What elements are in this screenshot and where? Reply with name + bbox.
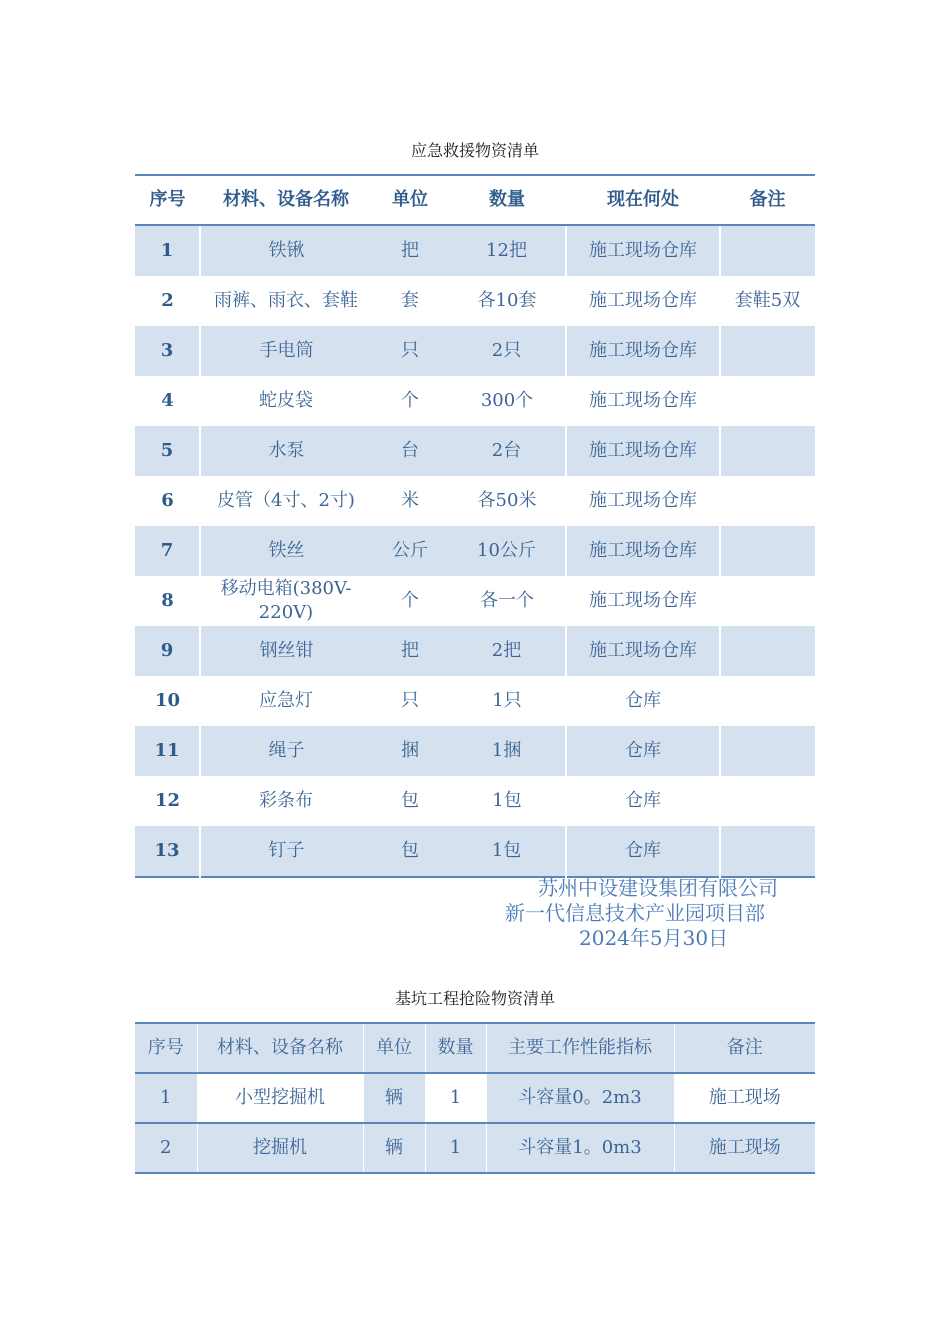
column-header: 数量	[425, 1023, 486, 1073]
quantity: 1包	[492, 790, 522, 811]
table-header-row	[135, 1023, 815, 1073]
quantity: 2把	[448, 626, 566, 676]
equipment-name: 小型挖掘机	[197, 1073, 363, 1123]
table-row	[135, 326, 815, 376]
remark	[720, 526, 815, 576]
column-header: 单位	[363, 1023, 425, 1073]
column-header: 现在何处	[566, 175, 720, 225]
unit: 台	[372, 426, 448, 476]
quantity: 各50米	[477, 490, 537, 511]
remark: 套鞋5双	[734, 290, 801, 311]
row-number: 4	[161, 390, 174, 411]
unit: 米	[401, 490, 419, 511]
unit: 捆	[372, 726, 448, 776]
quantity: 各一个	[480, 590, 534, 611]
location: 仓库	[625, 690, 661, 711]
table-row	[135, 1123, 815, 1173]
unit: 把	[372, 626, 448, 676]
item-name: 水泵	[200, 426, 372, 476]
item-name: 手电筒	[200, 326, 372, 376]
item-name: 应急灯	[259, 690, 313, 711]
column-header: 序号	[135, 175, 200, 225]
quantity: 1	[425, 1073, 486, 1123]
remark	[720, 826, 815, 877]
quantity: 2台	[448, 426, 566, 476]
table-row	[135, 626, 815, 676]
table-row	[135, 526, 815, 576]
unit: 包	[401, 790, 419, 811]
unit: 辆	[363, 1123, 425, 1173]
column-header: 数量	[448, 175, 566, 225]
table-row	[135, 1073, 815, 1123]
signature-date: 2024年5月30日	[579, 926, 729, 950]
remark	[720, 376, 815, 426]
table-row	[135, 426, 815, 476]
item-name: 彩条布	[259, 790, 313, 811]
unit: 套	[401, 290, 419, 311]
row-number: 10	[154, 690, 181, 711]
table-header-row	[135, 175, 815, 225]
unit: 个	[401, 390, 419, 411]
row-number: 8	[161, 590, 174, 611]
column-header: 备注	[720, 175, 815, 225]
equipment-name: 挖掘机	[197, 1123, 363, 1173]
column-header: 主要工作性能指标	[486, 1023, 674, 1073]
row-number: 5	[135, 426, 200, 476]
row-number: 12	[154, 790, 181, 811]
location: 施工现场仓库	[566, 626, 720, 676]
row-number: 13	[135, 826, 200, 877]
unit: 个	[401, 590, 419, 611]
column-header: 备注	[674, 1023, 815, 1073]
location: 仓库	[625, 790, 661, 811]
signature-company: 苏州中设建设集团有限公司	[538, 876, 778, 900]
item-name: 铁丝	[200, 526, 372, 576]
column-header: 单位	[372, 175, 448, 225]
unit: 包	[372, 826, 448, 877]
signature-department: 新一代信息技术产业园项目部	[505, 901, 765, 925]
remark	[720, 476, 815, 526]
quantity: 1包	[448, 826, 566, 877]
remark	[720, 426, 815, 476]
row-number: 1	[135, 225, 200, 276]
item-name: 雨裤、雨衣、套鞋	[214, 290, 358, 311]
emergency-supplies-title: 应急救援物资清单	[410, 141, 539, 160]
unit: 只	[372, 326, 448, 376]
item-name: 蛇皮袋	[259, 390, 313, 411]
row-number: 7	[135, 526, 200, 576]
item-name: 皮管（4寸、2寸)	[217, 490, 355, 511]
item-name: 铁锹	[200, 225, 372, 276]
remark	[720, 726, 815, 776]
location: 施工现场仓库	[589, 490, 697, 511]
column-header: 材料、设备名称	[197, 1023, 363, 1073]
quantity: 10公斤	[448, 526, 566, 576]
unit: 只	[401, 690, 419, 711]
row-number: 6	[161, 490, 174, 511]
table-row	[135, 776, 815, 826]
location: 施工现场仓库	[589, 290, 697, 311]
item-name: 移动电箱(380V-220V)	[220, 578, 352, 623]
remark	[720, 776, 815, 826]
location: 施工现场仓库	[566, 225, 720, 276]
performance-spec: 斗容量0。2m3	[486, 1073, 674, 1123]
row-number: 2	[135, 1123, 197, 1173]
remark	[720, 576, 815, 626]
location: 仓库	[566, 826, 720, 877]
unit: 把	[372, 225, 448, 276]
emergency-supplies-table	[135, 174, 815, 878]
remark	[720, 326, 815, 376]
item-name: 钉子	[200, 826, 372, 877]
quantity: 1只	[492, 690, 522, 711]
row-number: 3	[135, 326, 200, 376]
pit-rescue-supplies-table	[135, 1022, 815, 1174]
quantity: 2只	[448, 326, 566, 376]
location: 施工现场仓库	[589, 590, 697, 611]
quantity: 1捆	[448, 726, 566, 776]
location: 施工现场仓库	[566, 326, 720, 376]
table-row	[135, 225, 815, 276]
performance-spec: 斗容量1。0m3	[486, 1123, 674, 1173]
remark	[720, 676, 815, 726]
quantity: 1	[425, 1123, 486, 1173]
remark: 施工现场	[674, 1123, 815, 1173]
quantity: 300个	[480, 390, 534, 411]
location: 施工现场仓库	[589, 390, 697, 411]
table-row	[135, 676, 815, 726]
remark	[720, 225, 815, 276]
quantity: 12把	[448, 225, 566, 276]
location: 施工现场仓库	[566, 426, 720, 476]
quantity: 各10套	[477, 290, 537, 311]
unit: 公斤	[372, 526, 448, 576]
column-header: 材料、设备名称	[200, 175, 372, 225]
column-header: 序号	[135, 1023, 197, 1073]
location: 施工现场仓库	[566, 526, 720, 576]
table-row	[135, 476, 815, 526]
remark	[720, 626, 815, 676]
remark: 施工现场	[674, 1073, 815, 1123]
row-number: 9	[135, 626, 200, 676]
item-name: 钢丝钳	[200, 626, 372, 676]
pit-rescue-supplies-title: 基坑工程抢险物资清单	[394, 989, 555, 1008]
table-row	[135, 726, 815, 776]
row-number: 1	[135, 1073, 197, 1123]
table-row	[135, 276, 815, 326]
table-row	[135, 576, 815, 626]
row-number: 11	[135, 726, 200, 776]
table-row	[135, 376, 815, 426]
row-number: 2	[161, 290, 174, 311]
table-row	[135, 826, 815, 877]
location: 仓库	[566, 726, 720, 776]
unit: 辆	[363, 1073, 425, 1123]
item-name: 绳子	[200, 726, 372, 776]
